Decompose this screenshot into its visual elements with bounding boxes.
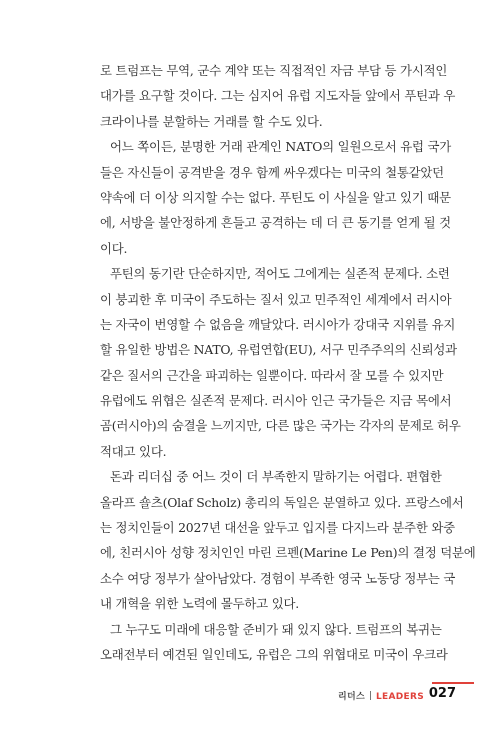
body-line: 로 트럼프는 무역, 군수 계약 또는 직접적인 자금 부담 등 가시적인 — [100, 63, 448, 78]
paragraph-first-line: 돈과 리더십 중 어느 것이 더 부족한지 말하기는 어렵다. 편협한 — [110, 469, 442, 485]
body-line: 에, 친러시아 성향 정치인인 마린 르펜(Marine Le Pen)의 결정 덕분에 — [100, 545, 476, 561]
body-line: 할 유일한 방법은 NATO, 유럽연합(EU), 서구 민주주의의 신뢰성과 — [100, 342, 457, 358]
body-line: 오래전부터 예견된 일인데도, 유럽은 그의 위협대로 미국이 우크라 — [100, 646, 448, 662]
body-line: 소수 여당 정부가 살아남았다. 경험이 부족한 영국 노동당 정부는 국 — [100, 570, 456, 586]
body-line: 크라이나를 분할하는 거래를 할 수도 있다. — [100, 113, 323, 129]
body-line: 에, 서방을 불안정하게 흔들고 공격하는 데 더 큰 동기를 얻게 될 것 — [100, 215, 451, 231]
section-separator — [370, 691, 371, 700]
page-number-rule — [432, 682, 474, 684]
body-line: 들은 자신들이 공격받을 경우 함께 싸우겠다는 미국의 철통같았던 — [100, 164, 444, 180]
body-line: 는 자국이 번영할 수 없음을 깨달았다. 러시아가 강대국 지위를 유지 — [100, 316, 456, 332]
body-line: 적대고 있다. — [100, 443, 167, 459]
body-line: 유럽에도 위협은 실존적 문제다. 러시아 인근 국가들은 지금 목에서 — [100, 393, 452, 409]
body-line: 같은 질서의 근간을 파괴하는 일뿐이다. 따라서 잘 모를 수 있지만 — [100, 367, 444, 383]
page-footer — [0, 685, 500, 709]
body-line: 약속에 더 이상 의지할 수는 없다. 푸틴도 이 사실을 알고 있기 때문 — [100, 189, 451, 205]
body-line: 올라프 숄츠(Olaf Scholz) 총리의 독일은 분열하고 있다. 프랑스에서 — [100, 494, 464, 510]
body-line: 곰(러시아)의 숨결을 느끼지만, 다른 많은 국가는 각자의 문제로 허우 — [100, 418, 461, 434]
body-line: 는 정치인들이 2027년 대선을 앞두고 입지를 다지느라 분주한 와중 — [100, 520, 455, 536]
paragraph-first-line: 그 누구도 미래에 대응할 준비가 돼 있지 않다. 트럼프의 복귀는 — [110, 621, 442, 637]
section-label-english: LEADERS — [376, 692, 424, 702]
body-line: 대가를 요구할 것이다. 그는 심지어 유럽 지도자들 앞에서 푸틴과 우 — [100, 88, 456, 104]
section-label — [338, 689, 424, 702]
article-body — [100, 58, 476, 667]
paragraph-first-line: 어느 쪽이든, 분명한 거래 관계인 NATO의 일원으로서 유럽 국가 — [110, 139, 452, 155]
body-line: 이 붕괴한 후 미국이 주도하는 질서 있고 민주적인 세계에서 러시아 — [100, 291, 452, 307]
body-line: 이다. — [100, 240, 128, 256]
page-number: 027 — [428, 686, 456, 701]
section-label-korean: 리더스 — [338, 692, 366, 702]
body-line: 내 개혁을 위한 노력에 몰두하고 있다. — [100, 596, 299, 612]
paragraph-first-line: 푸틴의 동기란 단순하지만, 적어도 그에게는 실존적 문제다. 소련 — [110, 266, 450, 282]
